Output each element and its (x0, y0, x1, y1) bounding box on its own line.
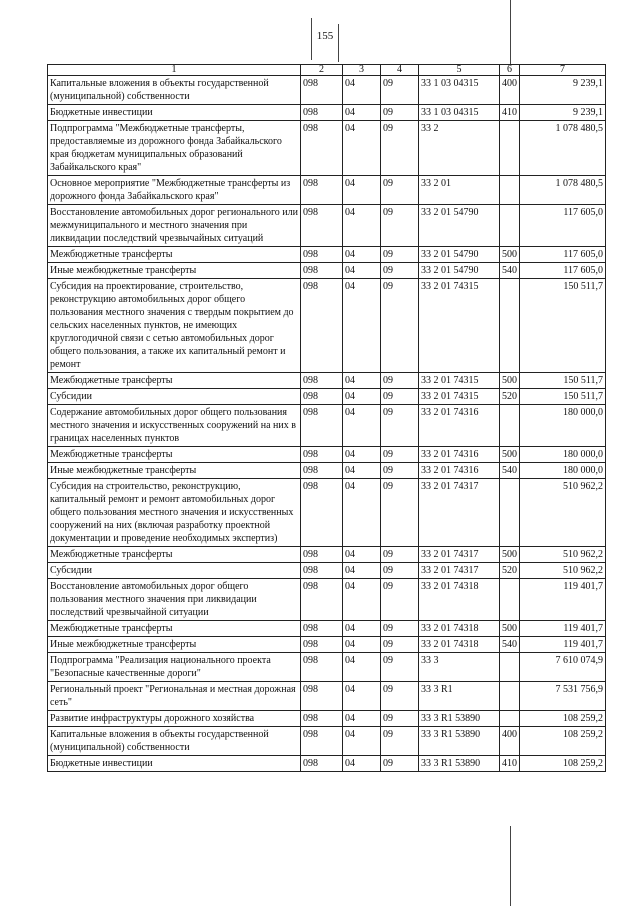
page-number: 155 (316, 30, 334, 42)
row-name-cell: Субсидии (48, 389, 301, 405)
admin-code-cell: 098 (301, 756, 343, 772)
expense-type-cell (500, 711, 520, 727)
table-row (48, 547, 606, 563)
expense-type-cell: 500 (500, 621, 520, 637)
subsection-code-cell: 09 (381, 463, 419, 479)
row-name-cell: Иные межбюджетные трансферты (48, 263, 301, 279)
section-code-cell: 04 (343, 389, 381, 405)
admin-code-cell: 098 (301, 563, 343, 579)
amount-cell: 119 401,7 (520, 637, 606, 653)
scan-line (510, 0, 511, 64)
row-name-cell: Региональный проект "Региональная и местная дорожная сеть" (48, 682, 301, 711)
expense-type-cell: 500 (500, 547, 520, 563)
row-name-cell: Межбюджетные трансферты (48, 621, 301, 637)
row-name-cell: Межбюджетные трансферты (48, 547, 301, 563)
target-article-cell: 33 2 01 74315 (419, 279, 500, 373)
table-row (48, 205, 606, 247)
table-row (48, 279, 606, 373)
row-name-cell: Субсидии (48, 563, 301, 579)
amount-cell: 108 259,2 (520, 711, 606, 727)
table-row (48, 389, 606, 405)
amount-cell: 117 605,0 (520, 205, 606, 247)
expense-type-cell: 500 (500, 373, 520, 389)
amount-cell: 510 962,2 (520, 547, 606, 563)
subsection-code-cell: 09 (381, 479, 419, 547)
section-code-cell: 04 (343, 653, 381, 682)
section-code-cell: 04 (343, 727, 381, 756)
expense-type-cell (500, 579, 520, 621)
row-name-cell: Межбюджетные трансферты (48, 247, 301, 263)
table-row (48, 405, 606, 447)
row-name-cell: Бюджетные инвестиции (48, 105, 301, 121)
section-code-cell: 04 (343, 463, 381, 479)
expense-type-cell (500, 279, 520, 373)
subsection-code-cell: 09 (381, 121, 419, 176)
subsection-code-cell: 09 (381, 447, 419, 463)
subsection-code-cell: 09 (381, 579, 419, 621)
amount-cell: 7 531 756,9 (520, 682, 606, 711)
section-code-cell: 04 (343, 205, 381, 247)
target-article-cell: 33 1 03 04315 (419, 105, 500, 121)
section-code-cell: 04 (343, 121, 381, 176)
expense-type-cell (500, 121, 520, 176)
expense-type-cell: 540 (500, 463, 520, 479)
header-row (48, 65, 606, 76)
subsection-code-cell: 09 (381, 373, 419, 389)
target-article-cell: 33 2 (419, 121, 500, 176)
expense-type-cell: 410 (500, 105, 520, 121)
amount-cell: 119 401,7 (520, 621, 606, 637)
table-row (48, 447, 606, 463)
table-row (48, 76, 606, 105)
amount-cell: 119 401,7 (520, 579, 606, 621)
admin-code-cell: 098 (301, 405, 343, 447)
column-header: 3 (343, 65, 381, 76)
amount-cell: 117 605,0 (520, 263, 606, 279)
admin-code-cell: 098 (301, 711, 343, 727)
scan-line (311, 18, 312, 60)
section-code-cell: 04 (343, 279, 381, 373)
subsection-code-cell: 09 (381, 711, 419, 727)
table-row (48, 579, 606, 621)
amount-cell: 1 078 480,5 (520, 121, 606, 176)
subsection-code-cell: 09 (381, 76, 419, 105)
target-article-cell: 33 1 03 04315 (419, 76, 500, 105)
row-name-cell: Развитие инфраструктуры дорожного хозяйства (48, 711, 301, 727)
table-row (48, 373, 606, 389)
amount-cell: 180 000,0 (520, 447, 606, 463)
section-code-cell: 04 (343, 76, 381, 105)
admin-code-cell: 098 (301, 637, 343, 653)
admin-code-cell: 098 (301, 76, 343, 105)
admin-code-cell: 098 (301, 176, 343, 205)
table-row (48, 756, 606, 772)
expense-type-cell: 520 (500, 389, 520, 405)
subsection-code-cell: 09 (381, 279, 419, 373)
expense-type-cell: 500 (500, 247, 520, 263)
admin-code-cell: 098 (301, 682, 343, 711)
amount-cell: 1 078 480,5 (520, 176, 606, 205)
row-name-cell: Восстановление автомобильных дорог регионального или межмуниципального и местного значения при ликвидации последствий чрезвычайных ситуаций (48, 205, 301, 247)
table-row (48, 176, 606, 205)
section-code-cell: 04 (343, 682, 381, 711)
amount-cell: 510 962,2 (520, 479, 606, 547)
row-name-cell: Капитальные вложения в объекты государственной (муниципальной) собственности (48, 76, 301, 105)
expense-type-cell: 400 (500, 76, 520, 105)
row-name-cell: Подпрограмма "Реализация национального проекта "Безопасные качественные дороги" (48, 653, 301, 682)
admin-code-cell: 098 (301, 547, 343, 563)
section-code-cell: 04 (343, 711, 381, 727)
target-article-cell: 33 3 R1 53890 (419, 756, 500, 772)
expense-type-cell: 520 (500, 563, 520, 579)
section-code-cell: 04 (343, 637, 381, 653)
table-row (48, 247, 606, 263)
target-article-cell: 33 3 R1 53890 (419, 711, 500, 727)
row-name-cell: Субсидия на проектирование, строительство, реконструкцию автомобильных дорог общего пользования местного значения с твердым покрытием до сельских населенных пунктов, не имеющих круглогодичной связи с сетью автомобильных дорог общего пользования, а также их капитальный ремонт и ремонт (48, 279, 301, 373)
section-code-cell: 04 (343, 247, 381, 263)
table-row (48, 479, 606, 547)
target-article-cell: 33 2 01 74316 (419, 405, 500, 447)
amount-cell: 150 511,7 (520, 279, 606, 373)
subsection-code-cell: 09 (381, 756, 419, 772)
expense-type-cell (500, 405, 520, 447)
target-article-cell: 33 2 01 54790 (419, 247, 500, 263)
admin-code-cell: 098 (301, 653, 343, 682)
row-name-cell: Восстановление автомобильных дорог общего пользования местного значения при ликвидации последствий чрезвычайной ситуации (48, 579, 301, 621)
target-article-cell: 33 2 01 54790 (419, 263, 500, 279)
amount-cell: 150 511,7 (520, 373, 606, 389)
expense-type-cell (500, 479, 520, 547)
amount-cell: 510 962,2 (520, 563, 606, 579)
expense-type-cell (500, 682, 520, 711)
target-article-cell: 33 2 01 74316 (419, 463, 500, 479)
section-code-cell: 04 (343, 547, 381, 563)
section-code-cell: 04 (343, 579, 381, 621)
table-row (48, 463, 606, 479)
column-header: 7 (520, 65, 606, 76)
amount-cell: 108 259,2 (520, 727, 606, 756)
admin-code-cell: 098 (301, 727, 343, 756)
target-article-cell: 33 3 R1 53890 (419, 727, 500, 756)
table-row (48, 682, 606, 711)
section-code-cell: 04 (343, 621, 381, 637)
expense-type-cell: 410 (500, 756, 520, 772)
subsection-code-cell: 09 (381, 547, 419, 563)
table-row (48, 727, 606, 756)
admin-code-cell: 098 (301, 447, 343, 463)
target-article-cell: 33 2 01 74318 (419, 579, 500, 621)
target-article-cell: 33 2 01 74315 (419, 373, 500, 389)
section-code-cell: 04 (343, 263, 381, 279)
target-article-cell: 33 3 R1 (419, 682, 500, 711)
admin-code-cell: 098 (301, 247, 343, 263)
admin-code-cell: 098 (301, 105, 343, 121)
target-article-cell: 33 3 (419, 653, 500, 682)
expense-type-cell: 540 (500, 263, 520, 279)
subsection-code-cell: 09 (381, 563, 419, 579)
subsection-code-cell: 09 (381, 621, 419, 637)
subsection-code-cell: 09 (381, 637, 419, 653)
section-code-cell: 04 (343, 479, 381, 547)
subsection-code-cell: 09 (381, 247, 419, 263)
subsection-code-cell: 09 (381, 176, 419, 205)
amount-cell: 9 239,1 (520, 105, 606, 121)
row-name-cell: Бюджетные инвестиции (48, 756, 301, 772)
subsection-code-cell: 09 (381, 205, 419, 247)
target-article-cell: 33 2 01 74318 (419, 621, 500, 637)
section-code-cell: 04 (343, 447, 381, 463)
target-article-cell: 33 2 01 74316 (419, 447, 500, 463)
section-code-cell: 04 (343, 176, 381, 205)
subsection-code-cell: 09 (381, 105, 419, 121)
subsection-code-cell: 09 (381, 405, 419, 447)
section-code-cell: 04 (343, 105, 381, 121)
amount-cell: 117 605,0 (520, 247, 606, 263)
row-name-cell: Межбюджетные трансферты (48, 373, 301, 389)
expense-type-cell (500, 205, 520, 247)
subsection-code-cell: 09 (381, 727, 419, 756)
expense-type-cell: 540 (500, 637, 520, 653)
subsection-code-cell: 09 (381, 389, 419, 405)
row-name-cell: Основное мероприятие "Межбюджетные трансферты из дорожного фонда Забайкальского края" (48, 176, 301, 205)
admin-code-cell: 098 (301, 621, 343, 637)
subsection-code-cell: 09 (381, 263, 419, 279)
expense-type-cell (500, 176, 520, 205)
expense-type-cell (500, 653, 520, 682)
target-article-cell: 33 2 01 74317 (419, 547, 500, 563)
subsection-code-cell: 09 (381, 682, 419, 711)
section-code-cell: 04 (343, 405, 381, 447)
column-header: 1 (48, 65, 301, 76)
admin-code-cell: 098 (301, 205, 343, 247)
target-article-cell: 33 2 01 74315 (419, 389, 500, 405)
table-row (48, 121, 606, 176)
amount-cell: 180 000,0 (520, 405, 606, 447)
row-name-cell: Капитальные вложения в объекты государственной (муниципальной) собственности (48, 727, 301, 756)
target-article-cell: 33 2 01 54790 (419, 205, 500, 247)
amount-cell: 9 239,1 (520, 76, 606, 105)
column-header: 2 (301, 65, 343, 76)
table-row (48, 653, 606, 682)
table-row (48, 637, 606, 653)
admin-code-cell: 098 (301, 479, 343, 547)
admin-code-cell: 098 (301, 389, 343, 405)
section-code-cell: 04 (343, 373, 381, 389)
scan-line (338, 24, 339, 62)
column-header: 6 (500, 65, 520, 76)
row-name-cell: Подпрограмма "Межбюджетные трансферты, предоставляемые из дорожного фонда Забайкальского края бюджетам муниципальных образований Забайкальского края" (48, 121, 301, 176)
target-article-cell: 33 2 01 74318 (419, 637, 500, 653)
expense-type-cell: 500 (500, 447, 520, 463)
row-name-cell: Иные межбюджетные трансферты (48, 463, 301, 479)
admin-code-cell: 098 (301, 463, 343, 479)
amount-cell: 108 259,2 (520, 756, 606, 772)
scan-line (510, 826, 511, 906)
table-row (48, 563, 606, 579)
amount-cell: 7 610 074,9 (520, 653, 606, 682)
table-row (48, 105, 606, 121)
section-code-cell: 04 (343, 563, 381, 579)
column-header: 5 (419, 65, 500, 76)
admin-code-cell: 098 (301, 263, 343, 279)
admin-code-cell: 098 (301, 373, 343, 389)
row-name-cell: Иные межбюджетные трансферты (48, 637, 301, 653)
subsection-code-cell: 09 (381, 653, 419, 682)
target-article-cell: 33 2 01 (419, 176, 500, 205)
admin-code-cell: 098 (301, 279, 343, 373)
amount-cell: 180 000,0 (520, 463, 606, 479)
expense-type-cell: 400 (500, 727, 520, 756)
amount-cell: 150 511,7 (520, 389, 606, 405)
table-row (48, 621, 606, 637)
budget-table (47, 64, 606, 772)
admin-code-cell: 098 (301, 579, 343, 621)
section-code-cell: 04 (343, 756, 381, 772)
target-article-cell: 33 2 01 74317 (419, 563, 500, 579)
table-row (48, 711, 606, 727)
row-name-cell: Межбюджетные трансферты (48, 447, 301, 463)
row-name-cell: Содержание автомобильных дорог общего пользования местного значения и искусственных сооружений на них в границах населенных пунктов (48, 405, 301, 447)
target-article-cell: 33 2 01 74317 (419, 479, 500, 547)
column-header: 4 (381, 65, 419, 76)
admin-code-cell: 098 (301, 121, 343, 176)
row-name-cell: Субсидия на строительство, реконструкцию, капитальный ремонт и ремонт автомобильных дорог общего пользования местного значения и искусственных сооружений на них (включая разработку проектной документации и проведение необходимых экспертиз) (48, 479, 301, 547)
table-body (48, 65, 606, 772)
table-row (48, 263, 606, 279)
